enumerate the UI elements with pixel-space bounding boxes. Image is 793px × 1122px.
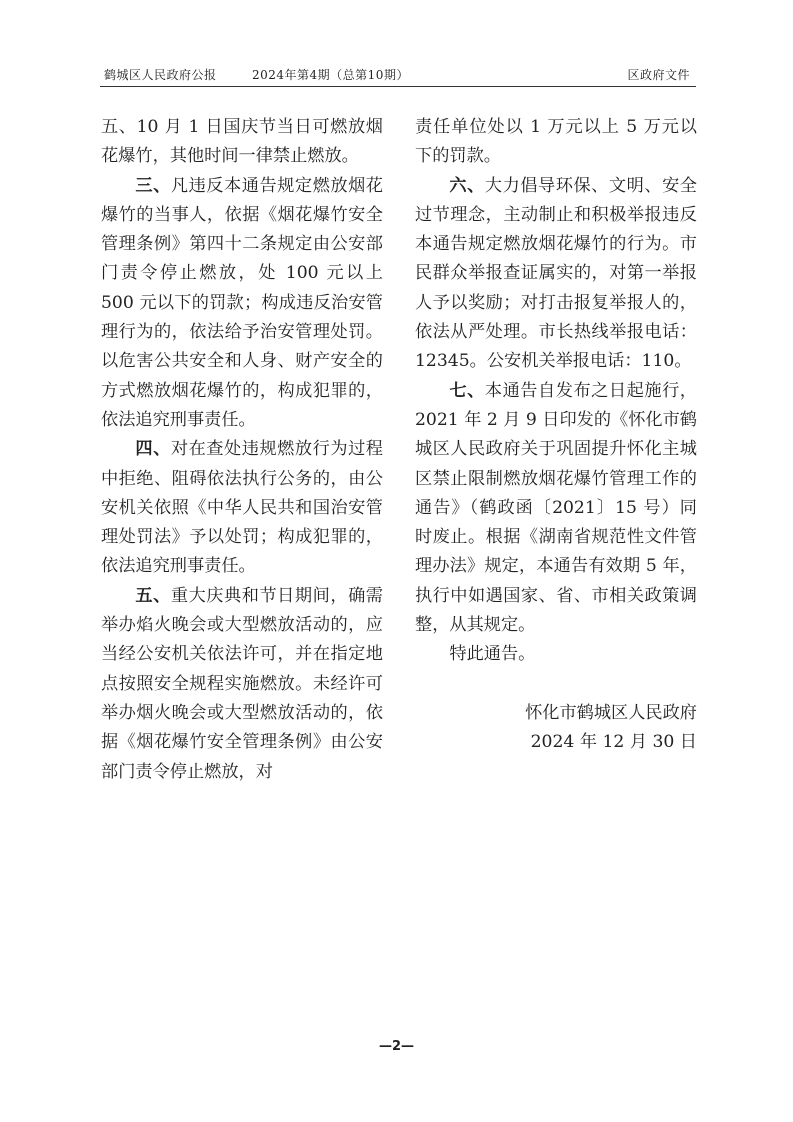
section-3-text: 凡违反本通告规定燃放烟花爆竹的当事人，依据《烟花爆竹安全管理条例》第四十二条规定由公安部门责令停止燃放，处 100 元以上 500 元以下的罚款；构成违反治安管理行为的，依法给予治安管理处罚。以危害公共安全和人身、财产安全的方式燃放烟花爆竹的，构成犯罪的，依法追究刑事责任。: [101, 175, 383, 430]
paragraph-section-3: [101, 172, 383, 436]
header-divider: [100, 86, 696, 87]
issue-number: 2024年第4期（总第10期）: [252, 68, 409, 82]
paragraph-section-6: [415, 172, 697, 377]
issue-date: 2024 年 12 月 30 日: [530, 731, 697, 752]
section-4-text: 对在查处违规燃放行为过程中拒绝、阻碍依法执行公务的，由公安机关依照《中华人民共和国治安管理处罚法》予以处罚；构成犯罪的，依法追究刑事责任。: [101, 439, 383, 577]
section-4-heading: 四、: [135, 439, 171, 460]
section-6-text: 大力倡导环保、文明、安全过节理念，主动制止和积极举报违反本通告规定燃放烟花爆竹的行为。市民群众举报查证属实的，对第一举报人予以奖励；对打击报复举报人的，依法从严处理。市长热线举报电话：12345。公安机关举报电话：110。: [415, 175, 697, 372]
section-3-heading: 三、: [135, 175, 171, 196]
page-header: [100, 62, 696, 84]
paragraph-section-4: [101, 435, 383, 581]
left-column: [101, 113, 383, 787]
page-number: —2—: [378, 1039, 415, 1054]
section-7-text: 本通告自发布之日起施行，2021 年 2 月 9 日印发的《怀化市鹤城区人民政府关于巩固提升怀化主城区禁止限制燃放烟花爆竹管理工作的通告》（鹤政函〔2021〕15 号）同时废止。根据《湖南省规范性文件管理办法》规定，本通告有效期 5 年，执行中如遇国家、省、市相关政策调整，从其规定。: [415, 380, 697, 636]
section-5-text: 重大庆典和节日期间，确需举办焰火晚会或大型燃放活动的，应当经公安机关依法许可，并在指定地点按照安全规程实施燃放。未经许可举办烟火晚会或大型燃放活动的，依据《烟花爆竹安全管理条例》由公安部门责令停止燃放，对: [101, 585, 383, 782]
section-6-heading: 六、: [449, 175, 485, 196]
paragraph-section-5-continued: 责任单位处以 1 万元以上 5 万元以下的罚款。: [415, 117, 697, 167]
paragraph-section-5: [101, 582, 383, 787]
right-column: [415, 113, 697, 757]
section-7-heading: 七、: [449, 380, 485, 401]
section-label: 区政府文件: [627, 68, 690, 82]
bulletin-title: 鹤城区人民政府公报: [104, 68, 217, 82]
section-5-heading: 五、: [135, 585, 171, 606]
issuing-authority: 怀化市鹤城区人民政府: [525, 702, 697, 723]
paragraph-section-7: [415, 377, 697, 641]
closing-statement: 特此通告。: [449, 644, 536, 665]
paragraph-item-5-continued: 五、10 月 1 日国庆节当日可燃放烟花爆竹，其他时间一律禁止燃放。: [101, 117, 383, 167]
